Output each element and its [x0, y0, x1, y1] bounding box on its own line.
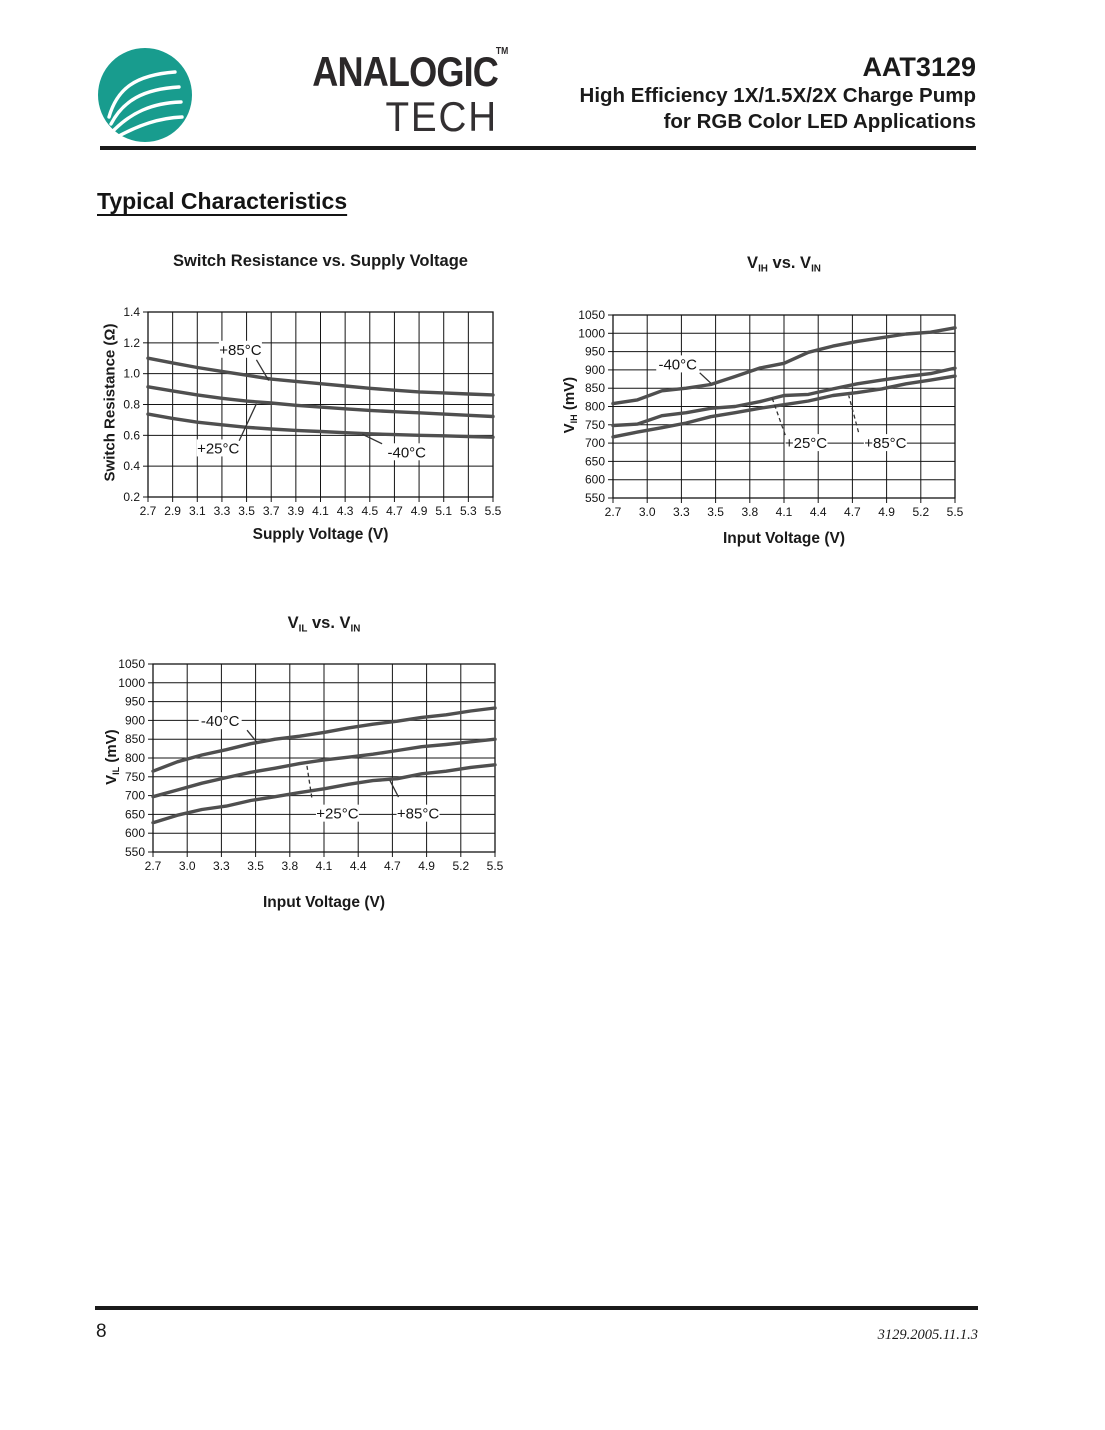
- svg-text:4.7: 4.7: [844, 505, 861, 519]
- svg-text:+85°C: +85°C: [396, 805, 440, 823]
- svg-text:3.0: 3.0: [638, 505, 656, 519]
- svg-text:5.5: 5.5: [484, 504, 502, 518]
- svg-text:0.8: 0.8: [123, 397, 140, 412]
- svg-text:4.9: 4.9: [878, 505, 895, 519]
- svg-text:1.0: 1.0: [123, 366, 140, 381]
- y-axis-label: $V_{IL}$ (mV): [102, 729, 122, 785]
- svg-text:3.8: 3.8: [281, 859, 299, 873]
- svg-text:3.3: 3.3: [213, 859, 230, 873]
- svg-text:1.4: 1.4: [123, 305, 140, 319]
- annotation-+85°C: [390, 781, 440, 823]
- svg-text:4.3: 4.3: [336, 504, 354, 518]
- svg-text:4.9: 4.9: [418, 859, 435, 873]
- svg-text:900: 900: [124, 713, 145, 728]
- svg-text:5.1: 5.1: [435, 504, 453, 518]
- chart-switch-resistance: [90, 250, 535, 560]
- doc-title-line2: for RGB Color LED Applications: [663, 109, 976, 133]
- svg-text:950: 950: [584, 344, 605, 359]
- svg-text:3.3: 3.3: [213, 504, 231, 518]
- page-number: 8: [96, 1321, 107, 1342]
- svg-text:3.7: 3.7: [262, 504, 280, 518]
- section-title: Typical Characteristics: [97, 188, 348, 214]
- svg-text:950: 950: [124, 694, 145, 709]
- svg-text:650: 650: [584, 454, 605, 469]
- chart-vil-vs-vin: [95, 610, 545, 925]
- svg-text:5.3: 5.3: [460, 504, 477, 518]
- svg-text:1050: 1050: [118, 657, 145, 671]
- tick-labels: [123, 305, 501, 518]
- svg-text:3.1: 3.1: [188, 504, 206, 518]
- svg-text:550: 550: [124, 845, 145, 859]
- svg-text:3.5: 3.5: [238, 504, 255, 518]
- header-rule: [100, 146, 976, 150]
- grid: [608, 315, 955, 503]
- svg-text:1000: 1000: [118, 675, 145, 690]
- svg-text:2.7: 2.7: [604, 505, 622, 519]
- svg-text:1050: 1050: [578, 308, 605, 322]
- annotation--40°C: [362, 434, 428, 461]
- svg-text:750: 750: [124, 769, 145, 784]
- svg-text:5.5: 5.5: [946, 505, 964, 519]
- svg-text:4.1: 4.1: [312, 504, 329, 518]
- brand-name-text: ANALOGIC: [312, 48, 498, 95]
- brand-sub: TECH: [385, 93, 498, 140]
- svg-text:4.5: 4.5: [361, 504, 379, 518]
- svg-text:2.7: 2.7: [144, 859, 162, 873]
- part-number: AAT3129: [862, 52, 976, 82]
- svg-text:800: 800: [584, 399, 605, 414]
- svg-text:2.7: 2.7: [139, 504, 157, 518]
- x-axis-label: Supply Voltage (V): [252, 526, 389, 543]
- svg-text:3.0: 3.0: [178, 859, 196, 873]
- chart-title: Switch Resistance vs. Supply Voltage: [173, 252, 468, 270]
- annotation-+85°C: [849, 396, 907, 453]
- svg-text:650: 650: [124, 807, 145, 822]
- doc-title-line1: High Efficiency 1X/1.5X/2X Charge Pump: [579, 83, 976, 107]
- svg-text:900: 900: [584, 362, 605, 377]
- brand-logo: [95, 45, 509, 145]
- y-axis-label: Switch Resistance (Ω): [101, 323, 119, 482]
- svg-text:+85°C: +85°C: [219, 341, 262, 359]
- svg-text:-40°C: -40°C: [200, 713, 240, 731]
- svg-text:+25°C: +25°C: [316, 805, 359, 823]
- svg-text:0.4: 0.4: [123, 459, 140, 474]
- svg-text:4.1: 4.1: [775, 505, 793, 519]
- svg-text:850: 850: [584, 381, 605, 396]
- svg-text:4.4: 4.4: [349, 859, 367, 873]
- svg-text:+85°C: +85°C: [864, 435, 907, 453]
- svg-text:600: 600: [124, 826, 145, 841]
- svg-text:5.5: 5.5: [486, 859, 504, 873]
- svg-text:5.2: 5.2: [912, 505, 930, 519]
- svg-text:750: 750: [584, 417, 605, 432]
- footer-rule: [95, 1306, 978, 1310]
- svg-text:+25°C: +25°C: [197, 440, 240, 458]
- svg-text:700: 700: [584, 436, 605, 451]
- svg-text:0.6: 0.6: [123, 428, 140, 443]
- svg-text:3.5: 3.5: [707, 505, 724, 519]
- svg-text:600: 600: [584, 472, 605, 487]
- annotation-+25°C: [197, 404, 257, 458]
- doc-revision-code: 3129.2005.11.1.3: [877, 1327, 978, 1343]
- analogictech-logo-icon: [95, 45, 195, 145]
- chart-title: $V_{IL}$ vs. $V_{IN}$: [287, 614, 361, 635]
- plot-area: [95, 654, 545, 886]
- x-axis-label: Input Voltage (V): [723, 530, 845, 547]
- svg-text:-40°C: -40°C: [658, 356, 697, 374]
- svg-text:4.7: 4.7: [386, 504, 403, 518]
- plot-area: [555, 298, 1005, 526]
- svg-text:3.3: 3.3: [673, 505, 690, 519]
- x-axis-label: Input Voltage (V): [263, 894, 385, 911]
- svg-text:3.8: 3.8: [741, 505, 759, 519]
- svg-text:3.9: 3.9: [287, 504, 305, 518]
- svg-text:850: 850: [124, 732, 145, 747]
- svg-text:700: 700: [124, 788, 145, 803]
- svg-text:1.2: 1.2: [123, 335, 140, 350]
- svg-text:-40°C: -40°C: [387, 444, 427, 462]
- plot-area: [90, 295, 535, 525]
- brand-name: [240, 46, 509, 95]
- svg-text:3.5: 3.5: [247, 859, 264, 873]
- trademark-symbol: TM: [495, 46, 509, 57]
- svg-text:0.2: 0.2: [123, 490, 140, 504]
- svg-text:5.2: 5.2: [452, 859, 470, 873]
- svg-text:2.9: 2.9: [164, 504, 181, 518]
- chart-title: $V_{IH}$ vs. $V_{IN}$: [747, 254, 821, 275]
- svg-text:550: 550: [584, 491, 605, 505]
- svg-text:4.1: 4.1: [315, 859, 333, 873]
- brand-text: [198, 46, 509, 140]
- tick-labels: [578, 308, 963, 519]
- svg-text:+25°C: +25°C: [784, 435, 828, 453]
- y-axis-label: $V_{IH}$ (mV): [560, 376, 580, 434]
- document-title-block: [580, 53, 976, 135]
- svg-text:1000: 1000: [578, 326, 605, 341]
- annotation--40°C: [199, 712, 257, 742]
- annotation--40°C: [656, 355, 710, 383]
- chart-vih-vs-vin: [555, 250, 1005, 560]
- svg-text:4.9: 4.9: [410, 504, 428, 518]
- svg-text:4.4: 4.4: [809, 505, 827, 519]
- svg-text:4.7: 4.7: [384, 859, 401, 873]
- tick-labels: [118, 657, 503, 873]
- svg-text:800: 800: [124, 751, 145, 765]
